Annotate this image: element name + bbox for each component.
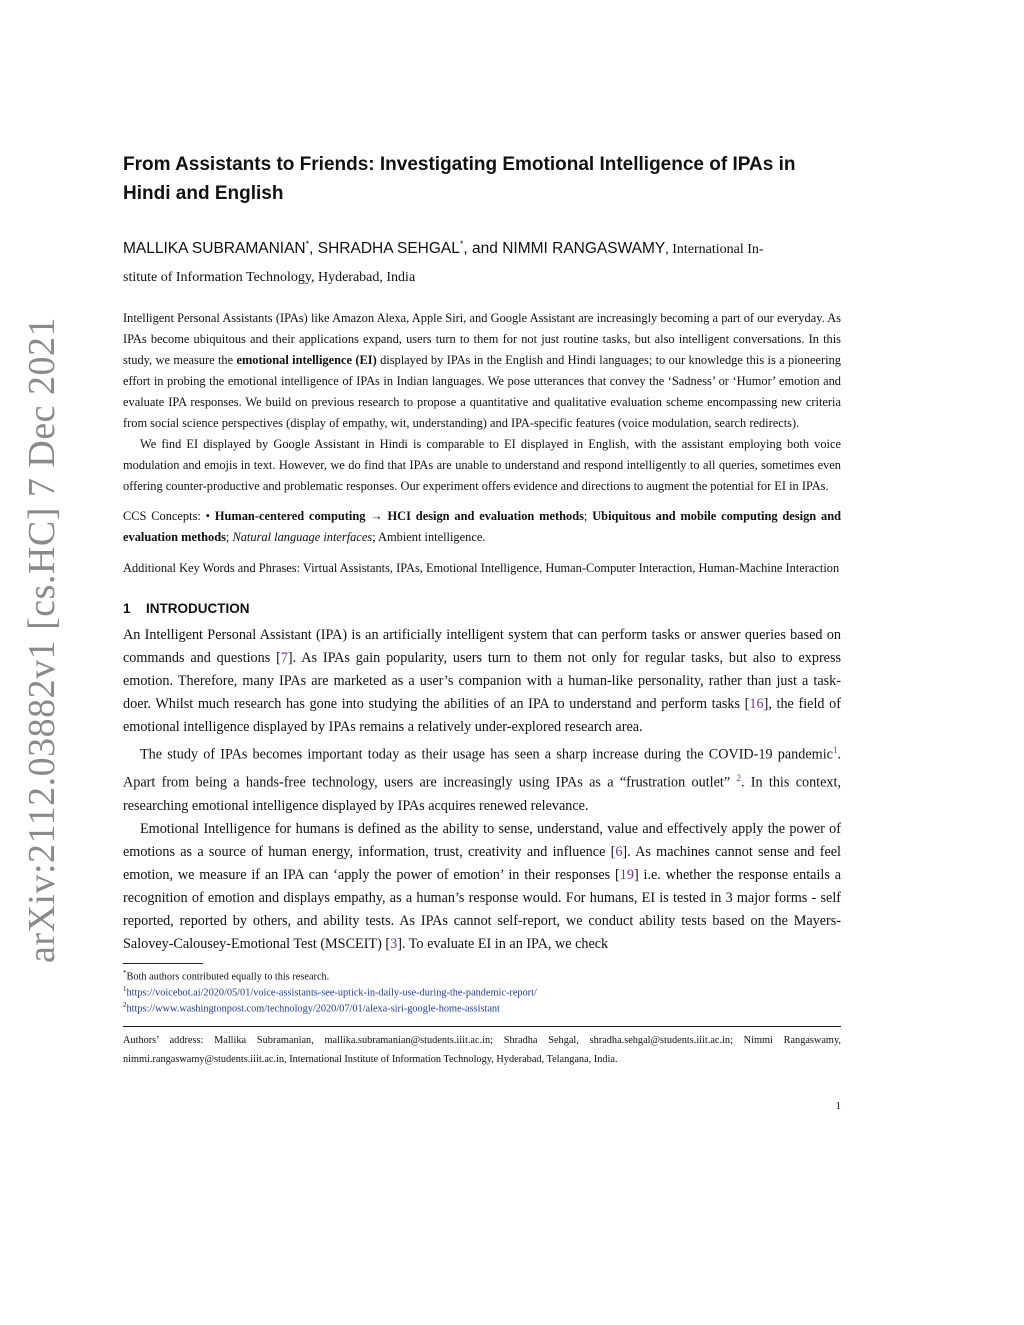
author-block xyxy=(123,230,841,292)
footnote-text: Both authors contributed equally to this research. xyxy=(126,971,330,983)
footnote xyxy=(123,983,841,999)
footnote-divider xyxy=(123,963,203,964)
body-text: . In this context, researching emotional intelligence displayed by IPAs acquires renewed relevance. xyxy=(123,774,841,814)
footnote xyxy=(123,967,841,983)
abstract-text: Intelligent Personal Assistants (IPAs) like Amazon Alexa, Apple Siri, and Google Assistant are increasingly becoming a part of our everyday. As IPAs become ubiquitous and their applications expand, users turn to them for not just routine tasks, but also intelligent conversations. In this study, we measure the xyxy=(123,311,841,368)
footnote-mark: * xyxy=(123,968,127,977)
arxiv-sidebar xyxy=(14,316,70,964)
body-paragraph xyxy=(123,818,841,956)
author-name: NIMMI RANGASWAMY xyxy=(502,240,666,258)
abstract-paragraph xyxy=(123,308,841,434)
page-number: 1 xyxy=(835,1100,841,1112)
author-name: SHRADHA SEHGAL xyxy=(317,240,460,258)
section-heading xyxy=(123,601,841,616)
body-text: ] i.e. whether the response entails a recognition of emotion and displays empathy, as a human’s response would. For humans, EI is tested in 3 major forms - self reported, reported by others, and ability tests. As IPAs cannot self-report, we conduct ability tests based on the Mayers-Salovey-Calousey-Emotional Test (MSCEIT) [ xyxy=(123,866,841,952)
equal-contribution-mark: * xyxy=(459,239,464,249)
author-name: MALLIKA SUBRAMANIAN xyxy=(123,240,306,258)
body-text: ], the field of emotional intelligence displayed by IPAs remains a relatively under-explored research area. xyxy=(123,696,841,736)
ccs-concept: Natural language interfaces xyxy=(232,530,373,545)
author-separator: , xyxy=(309,240,318,258)
footnote-url-link[interactable]: https://voicebot.ai/2020/05/01/voice-assistants-see-uptick-in-daily-use-during-the-pandemic-report/ xyxy=(126,987,537,999)
footnote-mark: 1 xyxy=(123,985,127,994)
abstract-text: displayed by IPAs in the English and Hindi languages; to our knowledge this is a pioneering effort in probing the emotional intelligence of IPAs in Indian languages. We pose utterances that convey the ‘Sadness’ or ‘Humor’ emotion and evaluate IPA responses. We build on previous research to propose a quantitative and qualitative evaluation scheme encompassing new criteria from social science perspectives (display of empathy, wit, understanding) and IPA-specific features (voice modulation, search redirects). xyxy=(123,353,841,431)
citation-link[interactable]: 3 xyxy=(390,935,398,952)
ccs-concept: Ubiquitous and mobile computing design and evaluation methods xyxy=(123,509,841,545)
footnote-link[interactable]: 2 xyxy=(736,772,741,783)
body-text: ]. As machines cannot sense and feel emotion, we measure if an IPA can ‘apply the power of emotion’ in their responses [ xyxy=(123,843,841,883)
footnote-link[interactable]: 1 xyxy=(832,745,838,756)
citation-link[interactable]: 19 xyxy=(619,866,634,883)
arxiv-identifier: arXiv:2112.03882v1 [cs.HC] 7 Dec 2021 xyxy=(21,316,63,964)
authors-address: Authors’ address: Mallika Subramanian, mallika.subramanian@students.iiit.ac.in; Shradha Sehgal, shradha.sehgal@students.iiit.ac.in; Nimmi Rangaswamy, nimmi.rangaswamy@students.iiit.ac.in, International Institute of Information Technology, Hyderabad, Telangana, India. xyxy=(123,1034,841,1065)
ccs-separator: ; Ambient intelligence. xyxy=(372,530,486,545)
paper-page xyxy=(123,150,842,1112)
body-text: ]. To evaluate EI in an IPA, we check xyxy=(397,935,609,952)
author-separator: , and xyxy=(463,240,503,258)
body-text: ]. As IPAs gain popularity, users turn to them not only for regular tasks, but also to express emotion. Therefore, many IPAs are marketed as a user’s companion with a human-like personality, rather than just a task-doer. Whilst much research has gone into studying the abilities of an IPA to understand and perform tasks [ xyxy=(123,650,842,713)
citation-link[interactable]: 7 xyxy=(280,650,288,667)
ccs-concept: Human-centered computing → HCI design and evaluation methods xyxy=(214,509,584,524)
paper-title: From Assistants to Friends: Investigating Emotional Intelligence of IPAs in Hindi and English xyxy=(123,154,796,204)
keywords: Additional Key Words and Phrases: Virtual Assistants, IPAs, Emotional Intelligence, Human-Computer Interaction, Human-Machine Interaction xyxy=(123,561,840,576)
section-number: 1 xyxy=(123,601,131,617)
ccs-label: CCS Concepts: • xyxy=(123,509,215,524)
body-text: An Intelligent Personal Assistant (IPA) is an artificially intelligent system that can perform tasks or answer queries based on commands and questions [ xyxy=(123,627,841,667)
ccs-concepts xyxy=(123,506,841,548)
footnote-url-link[interactable]: https://www.washingtonpost.com/technology/2020/07/01/alexa-siri-google-home-assistant xyxy=(126,1003,500,1015)
body-text: . Apart from being a hands-free technology, users are increasingly using IPAs as a “frustration outlet” xyxy=(123,746,841,791)
equal-contribution-mark: * xyxy=(305,239,310,249)
footnote-mark: 2 xyxy=(123,1001,127,1010)
citation-link[interactable]: 6 xyxy=(615,843,623,860)
ccs-separator: ; xyxy=(225,530,233,545)
citation-link[interactable]: 16 xyxy=(749,696,764,713)
address-divider xyxy=(123,1026,841,1027)
affiliation-continued: stitute of Information Technology, Hyderabad, India xyxy=(123,270,416,286)
body-paragraph xyxy=(123,624,841,739)
ccs-separator: ; xyxy=(583,509,593,524)
body-paragraph xyxy=(123,739,841,817)
abstract-paragraph: We find EI displayed by Google Assistant in Hindi is comparable to EI displayed in English, with the assistant employing both voice modulation and emojis in text. However, we do find that IPAs are unable to understand and respond intelligently to all queries, sometimes even offering counter-productive and problematic responses. Our experiment offers evidence and directions to augment the potential for EI in IPAs. xyxy=(123,437,841,494)
footnote xyxy=(123,999,841,1015)
affiliation: , International In- xyxy=(665,242,764,258)
abstract-bold-term: emotional intelligence (EI) xyxy=(236,353,377,368)
body-text: Emotional Intelligence for humans is defined as the ability to sense, understand, value and effectively apply the power of emotions as a source of human energy, information, trust, creativity and influence [ xyxy=(123,820,841,860)
section-title: INTRODUCTION xyxy=(146,601,250,617)
body-text: The study of IPAs becomes important today as their usage has seen a sharp increase during the COVID-19 pandemic xyxy=(140,746,833,763)
